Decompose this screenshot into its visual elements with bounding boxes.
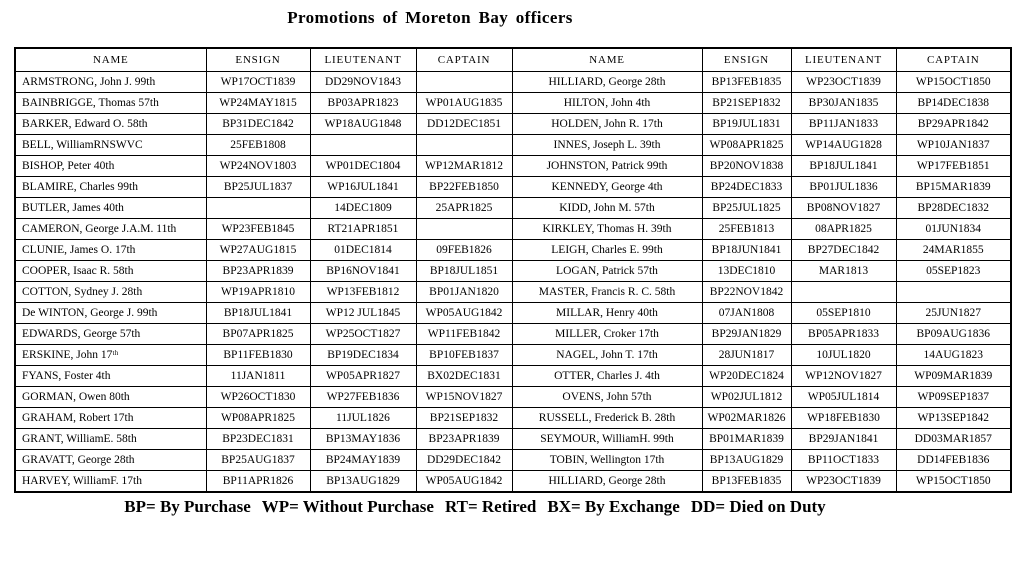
officer-name-cell: De WINTON, George J. 99th bbox=[15, 303, 206, 324]
promotion-date-cell: 01DEC1814 bbox=[310, 240, 416, 261]
promotion-date-cell: BP08NOV1827 bbox=[791, 198, 896, 219]
promotion-date-cell: WP20DEC1824 bbox=[702, 366, 791, 387]
header-row bbox=[15, 48, 1011, 72]
promotion-date-cell bbox=[310, 135, 416, 156]
table-row bbox=[15, 177, 1011, 198]
officer-name-cell: OVENS, John 57th bbox=[512, 387, 702, 408]
officer-name-cell: CAMERON, George J.A.M. 11th bbox=[15, 219, 206, 240]
promotion-date-cell: WP09SEP1837 bbox=[896, 387, 1011, 408]
legend-item: DD= Died on Duty bbox=[690, 497, 826, 516]
promotion-date-cell: WP17OCT1839 bbox=[206, 72, 310, 93]
promotion-date-cell: BP31DEC1842 bbox=[206, 114, 310, 135]
promotion-date-cell: WP15NOV1827 bbox=[416, 387, 512, 408]
promotion-date-cell: WP23FEB1845 bbox=[206, 219, 310, 240]
promotion-date-cell: BP20NOV1838 bbox=[702, 156, 791, 177]
promotion-date-cell: WP26OCT1830 bbox=[206, 387, 310, 408]
officer-name-cell: HILTON, John 4th bbox=[512, 93, 702, 114]
promotion-date-cell: WP15OCT1850 bbox=[896, 72, 1011, 93]
officer-name-cell: KENNEDY, George 4th bbox=[512, 177, 702, 198]
promotion-date-cell: BP21SEP1832 bbox=[416, 408, 512, 429]
promotion-date-cell: WP12MAR1812 bbox=[416, 156, 512, 177]
promotion-date-cell: WP23OCT1839 bbox=[791, 471, 896, 493]
officer-name-cell: RUSSELL, Frederick B. 28th bbox=[512, 408, 702, 429]
promotion-date-cell: BX02DEC1831 bbox=[416, 366, 512, 387]
promotion-date-cell: BP24DEC1833 bbox=[702, 177, 791, 198]
promotion-date-cell: BP23APR1839 bbox=[206, 261, 310, 282]
promotion-date-cell bbox=[896, 282, 1011, 303]
officer-name-cell: BARKER, Edward O. 58th bbox=[15, 114, 206, 135]
officer-name-cell: ARMSTRONG, John J. 99th bbox=[15, 72, 206, 93]
officer-name-cell: GRAHAM, Robert 17th bbox=[15, 408, 206, 429]
promotion-date-cell: MAR1813 bbox=[791, 261, 896, 282]
table-header bbox=[15, 48, 1011, 72]
promotions-table bbox=[14, 47, 1012, 493]
promotion-date-cell: WP27AUG1815 bbox=[206, 240, 310, 261]
promotion-date-cell: 28JUN1817 bbox=[702, 345, 791, 366]
promotion-date-cell: 25APR1825 bbox=[416, 198, 512, 219]
promotion-date-cell: WP16JUL1841 bbox=[310, 177, 416, 198]
officer-name-cell: EDWARDS, George 57th bbox=[15, 324, 206, 345]
officer-name-cell: GORMAN, Owen 80th bbox=[15, 387, 206, 408]
promotion-date-cell: WP17FEB1851 bbox=[896, 156, 1011, 177]
promotion-date-cell: 08APR1825 bbox=[791, 219, 896, 240]
promotion-date-cell: WP05APR1827 bbox=[310, 366, 416, 387]
officer-name-cell: BUTLER, James 40th bbox=[15, 198, 206, 219]
promotion-date-cell: WP24MAY1815 bbox=[206, 93, 310, 114]
promotion-date-cell: BP05APR1833 bbox=[791, 324, 896, 345]
header-ensign-left: ENSIGN bbox=[206, 48, 310, 72]
officer-name-cell: KIRKLEY, Thomas H. 39th bbox=[512, 219, 702, 240]
promotion-date-cell: BP22FEB1850 bbox=[416, 177, 512, 198]
header-name-left: NAME bbox=[15, 48, 206, 72]
officer-name-cell: LOGAN, Patrick 57th bbox=[512, 261, 702, 282]
promotion-date-cell: BP13FEB1835 bbox=[702, 471, 791, 493]
officer-name-cell: JOHNSTON, Patrick 99th bbox=[512, 156, 702, 177]
promotion-date-cell: BP11APR1826 bbox=[206, 471, 310, 493]
promotion-date-cell: 07JAN1808 bbox=[702, 303, 791, 324]
promotion-date-cell: BP18JUN1841 bbox=[702, 240, 791, 261]
promotion-date-cell: BP10FEB1837 bbox=[416, 345, 512, 366]
officer-name-cell: HARVEY, WilliamF. 17th bbox=[15, 471, 206, 493]
table-row bbox=[15, 408, 1011, 429]
officer-name-cell: TOBIN, Wellington 17th bbox=[512, 450, 702, 471]
promotion-date-cell: BP22NOV1842 bbox=[702, 282, 791, 303]
promotion-date-cell: 05SEP1823 bbox=[896, 261, 1011, 282]
table-row bbox=[15, 366, 1011, 387]
table-row bbox=[15, 240, 1011, 261]
officer-name-cell: CLUNIE, James O. 17th bbox=[15, 240, 206, 261]
promotion-date-cell bbox=[416, 219, 512, 240]
table-row bbox=[15, 93, 1011, 114]
promotion-date-cell: WP12 JUL1845 bbox=[310, 303, 416, 324]
promotion-date-cell: WP05AUG1842 bbox=[416, 303, 512, 324]
promotion-date-cell: 11JUL1826 bbox=[310, 408, 416, 429]
promotion-date-cell: BP29APR1842 bbox=[896, 114, 1011, 135]
officer-name-cell: BELL, WilliamRNSWVC bbox=[15, 135, 206, 156]
officer-name-cell: INNES, Joseph L. 39th bbox=[512, 135, 702, 156]
promotion-date-cell: BP09AUG1836 bbox=[896, 324, 1011, 345]
officer-name-cell: GRANT, WilliamE. 58th bbox=[15, 429, 206, 450]
table-row bbox=[15, 156, 1011, 177]
promotion-date-cell: WP15OCT1850 bbox=[896, 471, 1011, 493]
promotion-date-cell: BP19DEC1834 bbox=[310, 345, 416, 366]
officer-name-cell: MILLAR, Henry 40th bbox=[512, 303, 702, 324]
promotion-date-cell: 01JUN1834 bbox=[896, 219, 1011, 240]
promotion-date-cell: BP07APR1825 bbox=[206, 324, 310, 345]
promotion-date-cell: BP24MAY1839 bbox=[310, 450, 416, 471]
officer-name-cell: COOPER, Isaac R. 58th bbox=[15, 261, 206, 282]
promotion-date-cell: BP01JAN1820 bbox=[416, 282, 512, 303]
legend-item: WP= Without Purchase bbox=[261, 497, 434, 516]
promotion-date-cell bbox=[206, 198, 310, 219]
officer-name-cell: SEYMOUR, WilliamH. 99th bbox=[512, 429, 702, 450]
promotion-date-cell: WP05JUL1814 bbox=[791, 387, 896, 408]
promotion-date-cell: WP25OCT1827 bbox=[310, 324, 416, 345]
officer-name-cell: COTTON, Sydney J. 28th bbox=[15, 282, 206, 303]
table-row bbox=[15, 303, 1011, 324]
promotion-date-cell: 25FEB1813 bbox=[702, 219, 791, 240]
table-row bbox=[15, 198, 1011, 219]
table-row bbox=[15, 429, 1011, 450]
promotion-date-cell: DD03MAR1857 bbox=[896, 429, 1011, 450]
officer-name-cell: BAINBRIGGE, Thomas 57th bbox=[15, 93, 206, 114]
promotion-date-cell: BP13AUG1829 bbox=[702, 450, 791, 471]
promotion-date-cell: BP25AUG1837 bbox=[206, 450, 310, 471]
promotion-date-cell: DD12DEC1851 bbox=[416, 114, 512, 135]
promotion-date-cell: BP28DEC1832 bbox=[896, 198, 1011, 219]
officer-name-cell: FYANS, Foster 4th bbox=[15, 366, 206, 387]
table-row bbox=[15, 471, 1011, 493]
promotion-date-cell: BP03APR1823 bbox=[310, 93, 416, 114]
promotion-date-cell: BP25JUL1825 bbox=[702, 198, 791, 219]
officer-name-cell: LEIGH, Charles E. 99th bbox=[512, 240, 702, 261]
promotion-date-cell: WP12NOV1827 bbox=[791, 366, 896, 387]
promotion-date-cell: WP13SEP1842 bbox=[896, 408, 1011, 429]
promotion-date-cell: WP01AUG1835 bbox=[416, 93, 512, 114]
promotion-date-cell: BP01JUL1836 bbox=[791, 177, 896, 198]
header-lieutenant-left: LIEUTENANT bbox=[310, 48, 416, 72]
officer-name-cell: KIDD, John M. 57th bbox=[512, 198, 702, 219]
promotion-date-cell: WP08APR1825 bbox=[206, 408, 310, 429]
promotion-date-cell: DD14FEB1836 bbox=[896, 450, 1011, 471]
officer-name-cell: MILLER, Croker 17th bbox=[512, 324, 702, 345]
promotion-date-cell: BP21SEP1832 bbox=[702, 93, 791, 114]
promotion-date-cell: WP11FEB1842 bbox=[416, 324, 512, 345]
header-captain-right: CAPTAIN bbox=[896, 48, 1011, 72]
promotion-date-cell: WP02MAR1826 bbox=[702, 408, 791, 429]
promotion-date-cell bbox=[416, 72, 512, 93]
header-captain-left: CAPTAIN bbox=[416, 48, 512, 72]
promotion-date-cell: BP23APR1839 bbox=[416, 429, 512, 450]
promotion-date-cell: DD29NOV1843 bbox=[310, 72, 416, 93]
table-row bbox=[15, 72, 1011, 93]
officer-name-cell: GRAVATT, George 28th bbox=[15, 450, 206, 471]
table-row bbox=[15, 324, 1011, 345]
table-row bbox=[15, 114, 1011, 135]
promotion-date-cell: BP18JUL1841 bbox=[791, 156, 896, 177]
promotion-date-cell: WP18FEB1830 bbox=[791, 408, 896, 429]
table-row bbox=[15, 450, 1011, 471]
table-body bbox=[15, 72, 1011, 493]
officer-name-cell: MASTER, Francis R. C. 58th bbox=[512, 282, 702, 303]
promotion-date-cell: 14DEC1809 bbox=[310, 198, 416, 219]
promotion-date-cell: BP13AUG1829 bbox=[310, 471, 416, 493]
promotion-date-cell: BP19JUL1831 bbox=[702, 114, 791, 135]
header-lieutenant-right: LIEUTENANT bbox=[791, 48, 896, 72]
page-title: Promotions of Moreton Bay officers bbox=[287, 8, 573, 27]
promotion-date-cell: 25FEB1808 bbox=[206, 135, 310, 156]
promotion-date-cell: BP14DEC1838 bbox=[896, 93, 1011, 114]
promotion-date-cell: BP16NOV1841 bbox=[310, 261, 416, 282]
officer-name-cell: HILLIARD, George 28th bbox=[512, 72, 702, 93]
table-row bbox=[15, 261, 1011, 282]
promotion-date-cell: WP18AUG1848 bbox=[310, 114, 416, 135]
promotion-date-cell: BP23DEC1831 bbox=[206, 429, 310, 450]
promotion-date-cell: WP24NOV1803 bbox=[206, 156, 310, 177]
promotion-date-cell: 14AUG1823 bbox=[896, 345, 1011, 366]
legend-item: BP= By Purchase bbox=[124, 497, 251, 516]
promotion-date-cell: WP27FEB1836 bbox=[310, 387, 416, 408]
table-row bbox=[15, 282, 1011, 303]
promotion-date-cell: WP08APR1825 bbox=[702, 135, 791, 156]
promotion-date-cell bbox=[416, 135, 512, 156]
header-ensign-right: ENSIGN bbox=[702, 48, 791, 72]
promotion-date-cell: BP30JAN1835 bbox=[791, 93, 896, 114]
promotion-date-cell: BP29JAN1829 bbox=[702, 324, 791, 345]
legend-item: RT= Retired bbox=[444, 497, 537, 516]
promotion-date-cell: BP25JUL1837 bbox=[206, 177, 310, 198]
legend-item: BX= By Exchange bbox=[547, 497, 680, 516]
promotion-date-cell: BP18JUL1851 bbox=[416, 261, 512, 282]
promotion-date-cell bbox=[791, 282, 896, 303]
promotion-date-cell: 25JUN1827 bbox=[896, 303, 1011, 324]
promotion-date-cell: BP15MAR1839 bbox=[896, 177, 1011, 198]
promotion-date-cell: BP18JUL1841 bbox=[206, 303, 310, 324]
table-row bbox=[15, 135, 1011, 156]
promotion-date-cell: WP13FEB1812 bbox=[310, 282, 416, 303]
promotion-date-cell: WP05AUG1842 bbox=[416, 471, 512, 493]
officer-name-cell: HOLDEN, John R. 17th bbox=[512, 114, 702, 135]
table-row bbox=[15, 345, 1011, 366]
header-name-right: NAME bbox=[512, 48, 702, 72]
table-row bbox=[15, 387, 1011, 408]
promotion-date-cell: 10JUL1820 bbox=[791, 345, 896, 366]
promotion-date-cell: BP01MAR1839 bbox=[702, 429, 791, 450]
promotion-date-cell: BP11JAN1833 bbox=[791, 114, 896, 135]
officer-name-cell: OTTER, Charles J. 4th bbox=[512, 366, 702, 387]
promotion-date-cell: WP10JAN1837 bbox=[896, 135, 1011, 156]
promotion-date-cell: WP19APR1810 bbox=[206, 282, 310, 303]
promotion-date-cell: 24MAR1855 bbox=[896, 240, 1011, 261]
promotion-date-cell: WP01DEC1804 bbox=[310, 156, 416, 177]
officer-name-cell: HILLIARD, George 28th bbox=[512, 471, 702, 493]
officer-name-cell: NAGEL, John T. 17th bbox=[512, 345, 702, 366]
promotion-date-cell: BP11FEB1830 bbox=[206, 345, 310, 366]
promotion-date-cell: WP23OCT1839 bbox=[791, 72, 896, 93]
promotion-date-cell: 09FEB1826 bbox=[416, 240, 512, 261]
officer-name-cell: BISHOP, Peter 40th bbox=[15, 156, 206, 177]
officer-name-cell: BLAMIRE, Charles 99th bbox=[15, 177, 206, 198]
promotion-date-cell: 13DEC1810 bbox=[702, 261, 791, 282]
promotion-date-cell: WP09MAR1839 bbox=[896, 366, 1011, 387]
promotion-date-cell: BP13MAY1836 bbox=[310, 429, 416, 450]
promotion-date-cell: WP14AUG1828 bbox=[791, 135, 896, 156]
promotion-date-cell: BP13FEB1835 bbox=[702, 72, 791, 93]
table-row bbox=[15, 219, 1011, 240]
promotion-date-cell: WP02JUL1812 bbox=[702, 387, 791, 408]
officer-name-cell: ERSKINE, John 17ᵗʰ bbox=[15, 345, 206, 366]
promotion-date-cell: 05SEP1810 bbox=[791, 303, 896, 324]
promotion-date-cell: DD29DEC1842 bbox=[416, 450, 512, 471]
promotion-date-cell: RT21APR1851 bbox=[310, 219, 416, 240]
promotion-date-cell: BP27DEC1842 bbox=[791, 240, 896, 261]
promotion-date-cell: 11JAN1811 bbox=[206, 366, 310, 387]
promotion-date-cell: BP29JAN1841 bbox=[791, 429, 896, 450]
legend bbox=[0, 497, 950, 517]
promotion-date-cell: BP11OCT1833 bbox=[791, 450, 896, 471]
